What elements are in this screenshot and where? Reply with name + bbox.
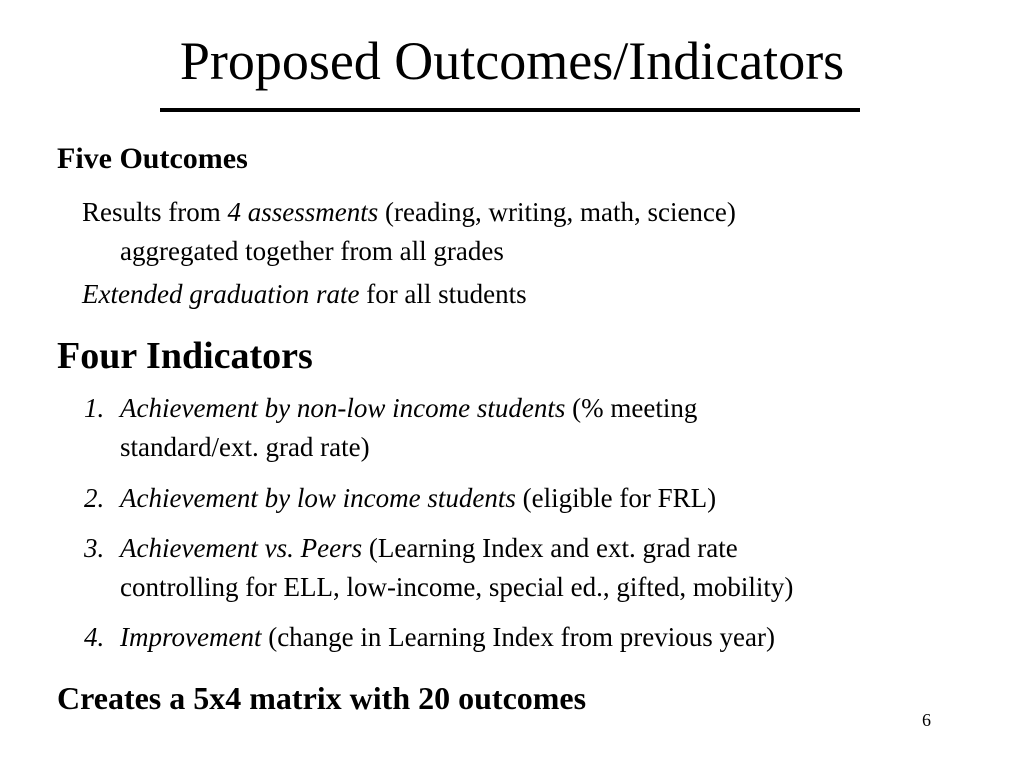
indicator-detail: (change in Learning Index from previous year) — [261, 622, 775, 652]
matrix-summary: Creates a 5x4 matrix with 20 outcomes — [57, 680, 587, 716]
indicator-continuation: controlling for ELL, low-income, special ed., gifted, mobility) — [120, 572, 794, 602]
indicator-emphasis: Improvement — [120, 622, 262, 652]
outcome-item-prefix: Results from — [82, 197, 228, 227]
indicator-number: 2. — [84, 483, 105, 513]
outcome-item-graduation — [82, 275, 527, 314]
outcome-item-suffix: for all students — [359, 279, 527, 309]
indicator-detail: (eligible for FRL) — [515, 483, 717, 513]
indicator-emphasis: Achievement vs. Peers — [120, 533, 363, 563]
indicator-emphasis: Achievement by non-low income students — [120, 393, 566, 423]
outcomes-heading: Five Outcomes — [57, 142, 248, 175]
outcome-item-continuation: aggregated together from all grades — [120, 236, 504, 266]
indicator-emphasis: Achievement by low income students — [120, 483, 516, 513]
indicator-detail: (% meeting — [565, 393, 698, 423]
outcome-item-suffix: (reading, writing, math, science) — [378, 197, 736, 227]
page-number: 6 — [922, 710, 931, 730]
indicator-detail: (Learning Index and ext. grad rate — [362, 533, 738, 563]
indicator-number: 4. — [84, 622, 105, 652]
indicator-number: 1. — [84, 393, 105, 423]
outcome-item-assessments — [82, 193, 736, 271]
indicators-heading: Four Indicators — [57, 335, 313, 377]
outcome-item-emphasis: Extended graduation rate — [82, 279, 360, 309]
indicator-continuation: standard/ext. grad rate) — [120, 432, 370, 462]
outcome-item-emphasis: 4 assessments — [227, 197, 379, 227]
indicator-number: 3. — [84, 533, 105, 563]
title-underline — [160, 108, 860, 112]
slide-title: Proposed Outcomes/Indicators — [179, 31, 845, 91]
